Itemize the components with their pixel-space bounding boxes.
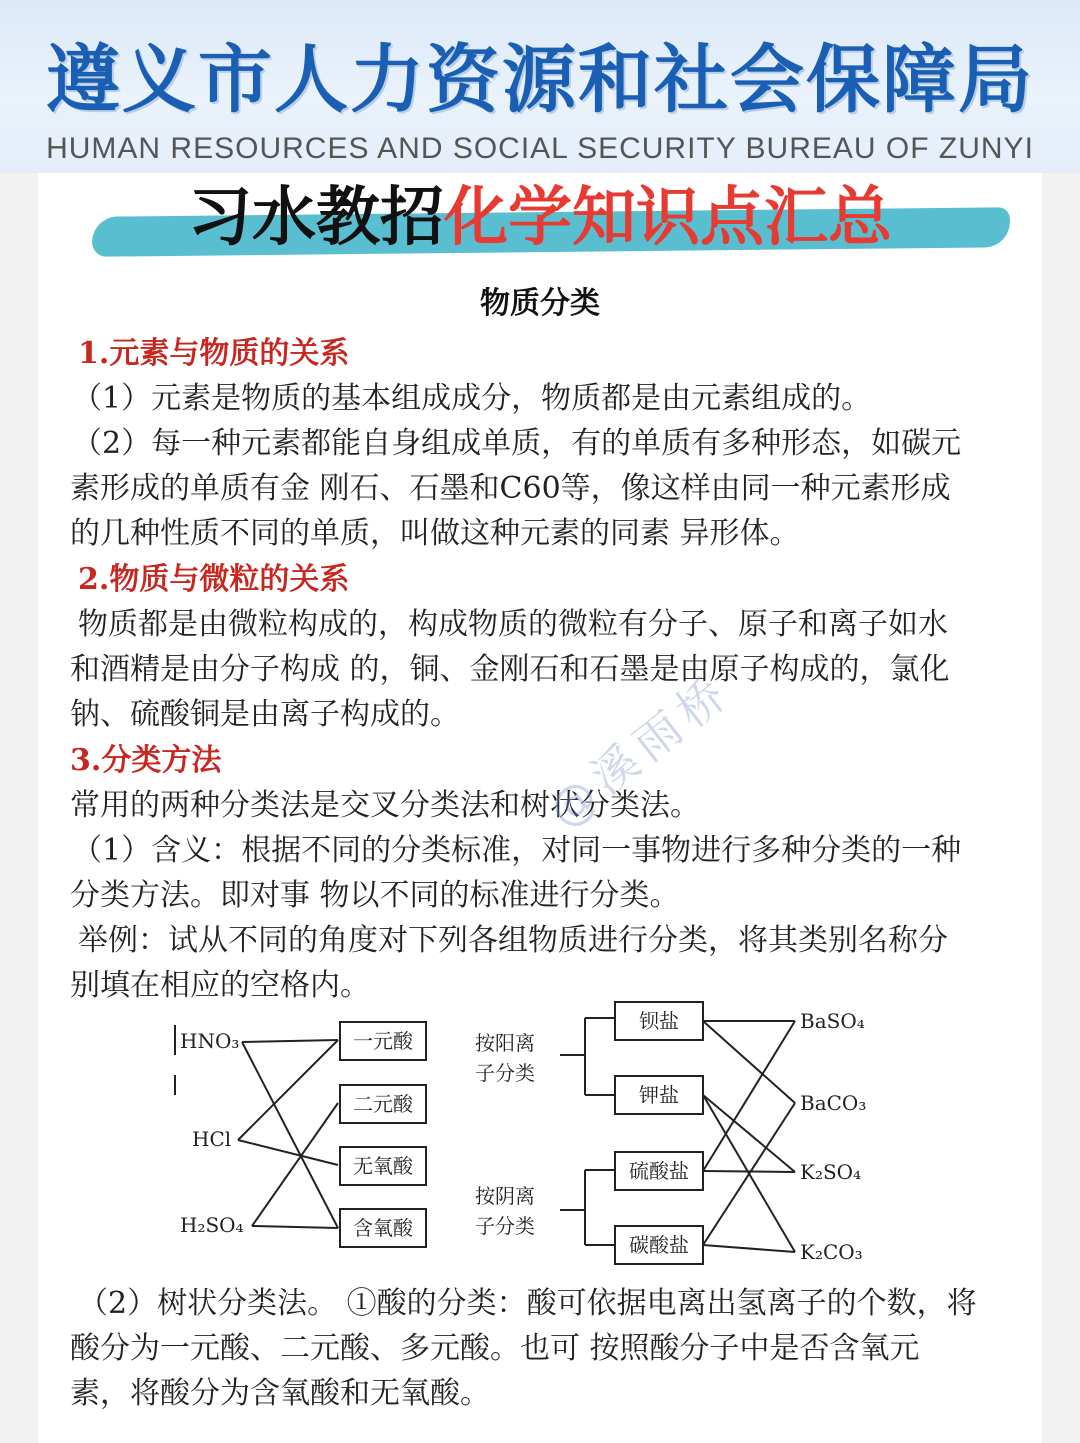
substance-label: BaCO₃ (800, 1091, 867, 1115)
tree-bracket (560, 1170, 615, 1245)
bureau-title-cn: 遵义市人力资源和社会保障局 (46, 37, 1034, 123)
banner-part2: 化学知识点汇总 (444, 181, 892, 255)
link-line (703, 1103, 795, 1245)
category-label: 钡盐 (639, 1009, 679, 1033)
link-line (252, 1226, 338, 1228)
category-label: 钾盐 (639, 1083, 679, 1107)
substance-label: HCl (192, 1127, 232, 1151)
paragraph-line: 分类方法。即对事 物以不同的标准进行分类。 (70, 878, 680, 913)
classification-diagram (170, 1000, 890, 1275)
document-banner (0, 178, 1080, 258)
paragraph-line: 物质都是由微粒构成的，构成物质的微粒有分子、原子和离子如水 (78, 607, 948, 642)
link-line (703, 1245, 795, 1252)
paragraph-line: （1）元素是物质的基本组成成分，物质都是由元素组成的。 (72, 381, 872, 416)
substance-label: K₂SO₄ (800, 1160, 862, 1184)
category-label: 一元酸 (353, 1029, 413, 1053)
tree-bracket (560, 1018, 615, 1095)
category-label: 碳酸盐 (629, 1233, 689, 1257)
link-line (703, 1021, 795, 1103)
paragraph-line: 举例：试从不同的角度对下列各组物质进行分类，将其类别名称分 (78, 923, 948, 958)
section-heading-1: 1.元素与物质的关系 (78, 336, 350, 371)
link-line (703, 1021, 795, 1171)
paragraph-line: 常用的两种分类法是交叉分类法和树状分类法。 (70, 788, 700, 823)
category-label: 硫酸盐 (629, 1159, 689, 1183)
paragraph-line: （2）树状分类法。 ①酸的分类：酸可依据电离出氢离子的个数，将 (78, 1286, 977, 1321)
header-banner (0, 0, 1080, 173)
banner-part1: 习水教招 (188, 181, 444, 255)
substance-label: HNO₃ (180, 1029, 240, 1053)
group-label: 子分类 (475, 1214, 535, 1238)
paragraph-line: 钠、硫酸铜是由离子构成的。 (70, 697, 460, 732)
group-label: 按阳离 (475, 1031, 535, 1055)
link-line (252, 1103, 338, 1226)
watermark: @溪雨桥 (538, 662, 742, 839)
paragraph-line: 素，将酸分为含氧酸和无氧酸。 (70, 1376, 490, 1411)
substance-label: BaSO₄ (800, 1009, 865, 1033)
group-label: 按阴离 (475, 1184, 535, 1208)
bureau-title-en: HUMAN RESOURCES AND SOCIAL SECURITY BUREAU OF ZUNYI (46, 132, 1034, 165)
group-label: 子分类 (475, 1061, 535, 1085)
paragraph-line: 酸分为一元酸、二元酸、多元酸。也可 按照酸分子中是否含氧元 (70, 1331, 920, 1366)
substance-label: H₂SO₄ (180, 1213, 244, 1237)
paragraph-line: （1）含义：根据不同的分类标准，对同一事物进行多种分类的一种 (72, 833, 962, 868)
category-label: 二元酸 (353, 1092, 413, 1116)
section-heading-3: 3.分类方法 (70, 743, 222, 778)
paragraph-line: 的几种性质不同的单质，叫做这种元素的同素 异形体。 (70, 516, 800, 551)
link-line (703, 1095, 795, 1172)
paragraph-line: （2）每一种元素都能自身组成单质，有的单质有多种形态，如碳元 (72, 426, 962, 461)
page-title: 物质分类 (480, 286, 600, 321)
section-heading-2: 2.物质与微粒的关系 (78, 562, 350, 597)
link-line (238, 1140, 338, 1165)
paragraph-line: 和酒精是由分子构成 的，铜、金刚石和石墨是由原子构成的，氯化 (70, 652, 950, 687)
link-line (242, 1042, 338, 1228)
substance-label: K₂CO₃ (800, 1240, 863, 1264)
link-line (242, 1040, 338, 1042)
paragraph-line: 素形成的单质有金 刚石、石墨和C60等，像这样由同一种元素形成 (70, 471, 951, 506)
category-label: 无氧酸 (353, 1154, 413, 1178)
paragraph-line: 别填在相应的空格内。 (70, 968, 370, 1003)
link-line (703, 1171, 795, 1172)
category-label: 含氧酸 (353, 1216, 413, 1240)
